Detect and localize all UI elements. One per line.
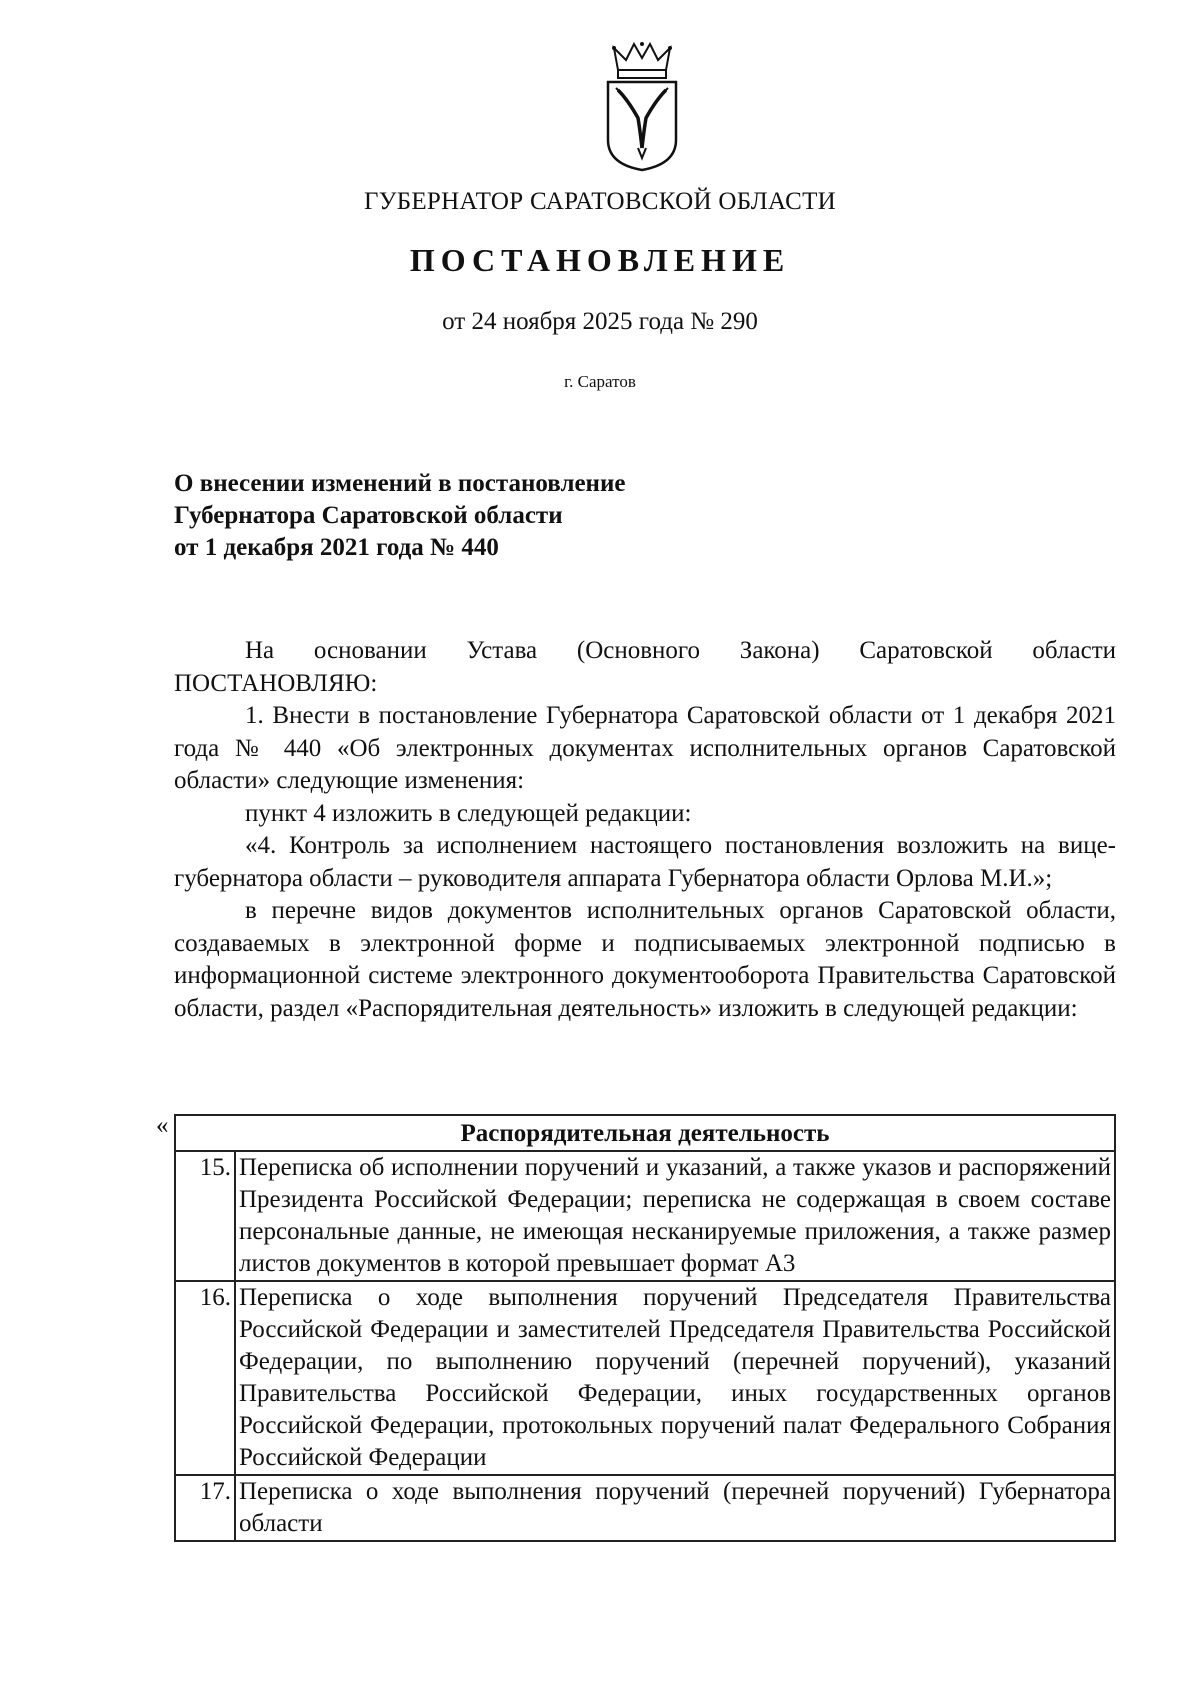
- table-row-number: 15.: [175, 1151, 235, 1281]
- table-row: [175, 1475, 1115, 1541]
- table-row-text: Переписка об исполнении поручений и указаний, а также указов и распоряжений Президента Российской Федерации; переписка не содержащая в своем составе персональные данные, не имеющая несканируемые приложения, а также размер листов документов в которой превышает формат А3: [235, 1151, 1115, 1281]
- table-quote-mark: «: [156, 1112, 169, 1139]
- table-row: [175, 1151, 1115, 1281]
- body-paragraph-list-change: в перечне видов документов исполнительных органов Саратовской области, создаваемых в электронной форме и подписываемых электронной подписью в информационной системе электронного документооборота Правительства Саратовской области, раздел «Распорядительная деятельность» изложить в следующей редакции:: [174, 897, 1116, 1022]
- saratov-coat-of-arms-emblem: [604, 40, 680, 172]
- subject-line: от 1 декабря 2021 года № 440: [174, 534, 499, 561]
- document-date-number: от 24 ноября 2025 года № 290: [442, 308, 758, 335]
- table-row-number: 17.: [175, 1475, 235, 1541]
- document-type-title: ПОСТАНОВЛЕНИЕ: [409, 242, 791, 278]
- table-row-text: Переписка о ходе выполнения поручений (перечней поручений) Губернатора области: [235, 1475, 1115, 1541]
- document-city: г. Саратов: [564, 372, 636, 391]
- issuer-title: ГУБЕРНАТОР САРАТОВСКОЙ ОБЛАСТИ: [363, 188, 837, 215]
- table-section-header: Распорядительная деятельность: [175, 1115, 1115, 1151]
- table-row-number: 16.: [175, 1281, 235, 1475]
- document-subject: [174, 468, 625, 564]
- document-body: [174, 635, 1116, 1025]
- table-row: [175, 1281, 1115, 1475]
- table-row-text: Переписка о ходе выполнения поручений Председателя Правительства Российской Федерации и заместителей Председателя Правительства Российской Федерации, по выполнению поручений (перечней поручений), указаний Правительства Российской Федерации, иных государственных органов Российской Федерации, протокольных поручений палат Федерального Собрания Российской Федерации: [235, 1281, 1115, 1475]
- body-paragraph-point-4: пункт 4 изложить в следующей редакции:: [245, 799, 692, 827]
- body-paragraph-new-wording: «4. Контроль за исполнением настоящего постановления возложить на вице-губернатора области – руководителя аппарата Губернатора области Орлова М.И.»;: [174, 832, 1116, 892]
- body-paragraph-basis: На основании Устава (Основного Закона) Саратовской области ПОСТАНОВЛЯЮ:: [174, 637, 1116, 697]
- body-paragraph-item-1: 1. Внести в постановление Губернатора Саратовской области от 1 декабря 2021 года № 440 «Об электронных документах исполнительных органов Саратовской области» следующие изменения:: [174, 702, 1116, 794]
- document-types-table: [174, 1114, 1116, 1542]
- subject-line: О внесении изменений в постановление: [174, 470, 626, 497]
- table-header-row: [175, 1115, 1115, 1151]
- subject-line: Губернатора Саратовской области: [174, 502, 563, 529]
